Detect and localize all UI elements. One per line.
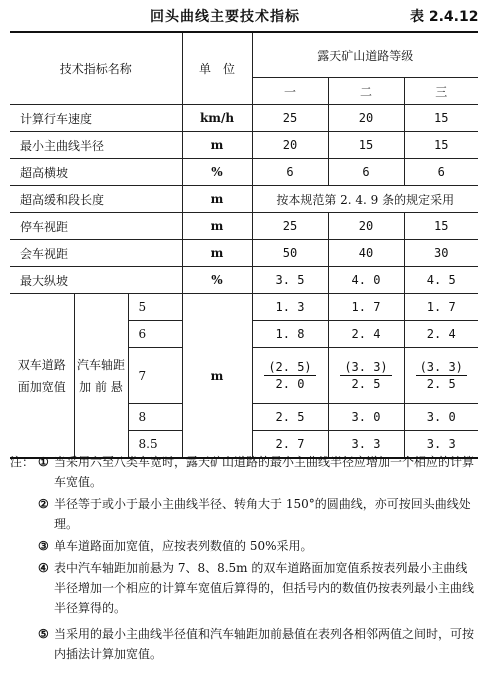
cell-value: 3. 3 (404, 431, 478, 459)
row-name: 最小主曲线半径 (10, 132, 182, 159)
table-row (10, 294, 478, 321)
note-marker: ① (38, 455, 49, 469)
cell-value: 6 (252, 159, 328, 186)
table-row (10, 267, 478, 294)
note-marker: ⑤ (38, 627, 49, 641)
row-name: 计算行车速度 (10, 105, 182, 132)
note-text: 当采用的最小主曲线半径值和汽车轴距加前悬值在表列各相邻两值之间时，可按内插法计算加宽值。 (54, 627, 475, 661)
row-unit: km/h (182, 105, 252, 132)
row-name: 最大纵坡 (10, 267, 182, 294)
fraction-numerator: (3. 3) (416, 359, 467, 376)
cell-value: 15 (328, 132, 404, 159)
note-item (38, 624, 478, 664)
header-grade-1: 一 (252, 78, 328, 105)
axle-value: 5 (128, 294, 182, 321)
row-unit: % (182, 159, 252, 186)
row-name: 停车视距 (10, 213, 182, 240)
cell-value: 50 (252, 240, 328, 267)
fraction-denominator: 2. 0 (275, 377, 305, 391)
cell-value: 25 (252, 105, 328, 132)
header-grade-3: 三 (404, 78, 478, 105)
axle-value: 8.5 (128, 431, 182, 459)
axle-value: 6 (128, 321, 182, 348)
note-item (38, 452, 478, 492)
row-name: 会车视距 (10, 240, 182, 267)
row-name: 超高缓和段长度 (10, 186, 182, 213)
cell-value: 4. 5 (404, 267, 478, 294)
widening-sublabel: 汽车轴距加 前 悬 (74, 294, 128, 459)
cell-value: 2. 4 (328, 321, 404, 348)
note-item (38, 558, 478, 618)
cell-value: 3. 0 (404, 404, 478, 431)
note-text: 单车道路面加宽值，应按表列数值的 50%采用。 (54, 539, 313, 553)
note-text: 表中汽车轴距加前悬为 7、8、8.5m 的双车道路面加宽值系按表列最小主曲线半径增加一个相应的计算车宽值后算得的，但括号内的数值仍按表列最小主曲线半径算得的。 (54, 561, 475, 615)
cell-value: 4. 0 (328, 267, 404, 294)
table-row (10, 213, 478, 240)
fraction-numerator: (3. 3) (340, 359, 391, 376)
row-unit: m (182, 240, 252, 267)
cell-value: 1. 7 (404, 294, 478, 321)
header-grade-2: 二 (328, 78, 404, 105)
fraction-denominator: 2. 5 (351, 377, 381, 391)
cell-value: 1. 3 (252, 294, 328, 321)
cell-value: 15 (404, 213, 478, 240)
fraction-denominator: 2. 5 (426, 377, 456, 391)
note-text: 当采用六至八类车宽时，露天矿山道路的最小主曲线半径应增加一个相应的计算车宽值。 (54, 455, 475, 489)
cell-value: 15 (404, 105, 478, 132)
note-item (38, 536, 478, 556)
cell-value: 1. 8 (252, 321, 328, 348)
table-row (10, 186, 478, 213)
header-grade-group: 露天矿山道路等级 (252, 32, 478, 78)
cell-value: 40 (328, 240, 404, 267)
title-row (0, 0, 487, 30)
note-marker: ② (38, 497, 49, 511)
axle-value: 8 (128, 404, 182, 431)
table-row (10, 159, 478, 186)
fraction-numerator: (2. 5) (264, 359, 315, 376)
cell-value: 25 (252, 213, 328, 240)
cell-value: 2. 4 (404, 321, 478, 348)
cell-value: 6 (328, 159, 404, 186)
note-marker: ③ (38, 539, 49, 553)
widening-unit: m (182, 294, 252, 459)
note-item (38, 494, 478, 534)
table-row (10, 132, 478, 159)
axle-value: 7 (128, 348, 182, 404)
cell-value: 20 (328, 213, 404, 240)
cell-value: 1. 7 (328, 294, 404, 321)
table-number: 表 2.4.12 (410, 9, 479, 25)
spec-table (10, 31, 478, 459)
cell-value: 2. 7 (252, 431, 328, 459)
cell-value: 2. 5 (252, 404, 328, 431)
cell-value: 20 (328, 105, 404, 132)
header-name: 技术指标名称 (10, 32, 182, 105)
cell-span-text: 按本规范第 2. 4. 9 条的规定采用 (252, 186, 478, 213)
cell-fraction (404, 348, 478, 404)
widening-label: 双车道路面加宽值 (10, 294, 74, 459)
cell-value: 30 (404, 240, 478, 267)
cell-value: 20 (252, 132, 328, 159)
row-unit: % (182, 267, 252, 294)
note-text: 半径等于或小于最小主曲线半径、转角大于 150°的圆曲线，亦可按回头曲线处理。 (54, 497, 471, 531)
cell-value: 6 (404, 159, 478, 186)
row-unit: m (182, 186, 252, 213)
row-unit: m (182, 213, 252, 240)
header-unit: 单 位 (182, 32, 252, 105)
cell-fraction (252, 348, 328, 404)
row-name: 超高横坡 (10, 159, 182, 186)
cell-value: 15 (404, 132, 478, 159)
notes-heading: 注： (10, 455, 35, 469)
cell-value: 3. 5 (252, 267, 328, 294)
cell-value: 3. 0 (328, 404, 404, 431)
cell-value: 3. 3 (328, 431, 404, 459)
note-marker: ④ (38, 561, 49, 575)
cell-fraction (328, 348, 404, 404)
table-row (10, 240, 478, 267)
row-unit: m (182, 132, 252, 159)
table-title: 回头曲线主要技术指标 (150, 9, 300, 25)
table-row (10, 105, 478, 132)
